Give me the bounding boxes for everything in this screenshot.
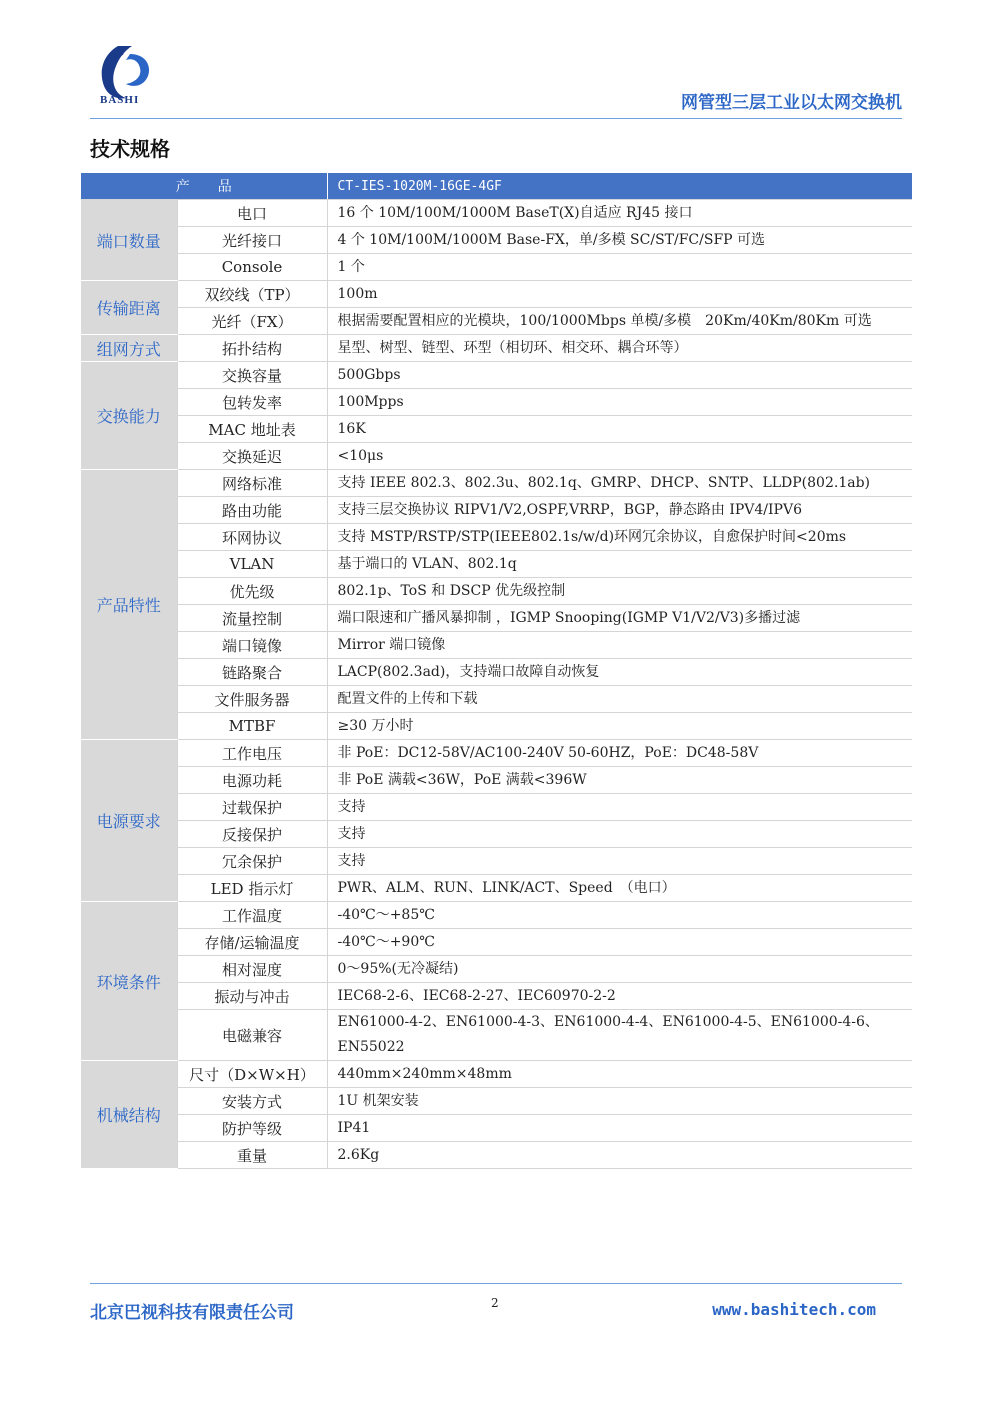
spec-value: 支持 IEEE 802.3、802.3u、802.1q、GMRP、DHCP、SNTP、LLDP(802.1ab) — [327, 470, 912, 497]
category-cell: 电源要求 — [81, 740, 177, 902]
spec-value: PWR、ALM、RUN、LINK/ACT、Speed （电口） — [327, 875, 912, 902]
spec-value: <10μs — [327, 443, 912, 470]
spec-value: 16K — [327, 416, 912, 443]
category-cell: 端口数量 — [81, 200, 177, 281]
document-title: 网管型三层工业以太网交换机 — [681, 93, 902, 113]
spec-value: -40℃～+85℃ — [327, 902, 912, 929]
spec-value: -40℃～+90℃ — [327, 929, 912, 956]
table-row — [81, 389, 912, 416]
logo-text: BASHI — [100, 94, 140, 106]
table-row — [81, 848, 912, 875]
table-row — [81, 713, 912, 740]
category-cell: 组网方式 — [81, 335, 177, 362]
table-row — [81, 1088, 912, 1115]
spec-label: 交换延迟 — [177, 443, 327, 470]
spec-value: LACP(802.3ad)，支持端口故障自动恢复 — [327, 659, 912, 686]
spec-label: 电磁兼容 — [177, 1010, 327, 1061]
table-header-row — [81, 173, 912, 200]
table-row — [81, 929, 912, 956]
table-row — [81, 767, 912, 794]
spec-value: ≥30 万小时 — [327, 713, 912, 740]
table-row — [81, 362, 912, 389]
category-cell: 产品特性 — [81, 470, 177, 740]
table-row — [81, 254, 912, 281]
spec-label: 光纤（FX） — [177, 308, 327, 335]
spec-label: 流量控制 — [177, 605, 327, 632]
spec-label: 优先级 — [177, 578, 327, 605]
table-row — [81, 524, 912, 551]
spec-value: 1 个 — [327, 254, 912, 281]
header-divider — [90, 118, 902, 119]
table-row — [81, 551, 912, 578]
product-model: CT-IES-1020M-16GE-4GF — [327, 173, 912, 200]
website-url: www.bashitech.com — [712, 1300, 876, 1319]
table-row — [81, 632, 912, 659]
spec-label: 尺寸（D×W×H） — [177, 1061, 327, 1088]
table-row — [81, 443, 912, 470]
spec-label: 端口镜像 — [177, 632, 327, 659]
spec-value: 500Gbps — [327, 362, 912, 389]
table-row — [81, 1061, 912, 1088]
table-row — [81, 281, 912, 308]
table-row — [81, 497, 912, 524]
spec-value: 端口限速和广播风暴抑制 ，IGMP Snooping(IGMP V1/V2/V3)多播过滤 — [327, 605, 912, 632]
table-row — [81, 1142, 912, 1169]
spec-value: EN61000-4-2、EN61000-4-3、EN61000-4-4、EN61000-4-5、EN61000-4-6、EN55022 — [327, 1010, 912, 1061]
spec-value: 802.1p、ToS 和 DSCP 优先级控制 — [327, 578, 912, 605]
spec-label: 电口 — [177, 200, 327, 227]
spec-value: 支持三层交换协议 RIPV1/V2,OSPF,VRRP，BGP，静态路由 IPV4/IPV6 — [327, 497, 912, 524]
table-row — [81, 659, 912, 686]
spec-label: 存储/运输温度 — [177, 929, 327, 956]
table-row — [81, 200, 912, 227]
table-row — [81, 1115, 912, 1142]
section-title: 技术规格 — [90, 137, 170, 161]
spec-value: 非 PoE 满载<36W，PoE 满载<396W — [327, 767, 912, 794]
table-row — [81, 686, 912, 713]
spec-value: IP41 — [327, 1115, 912, 1142]
spec-value: 支持 MSTP/RSTP/STP(IEEE802.1s/w/d)环网冗余协议，自愈保护时间<20ms — [327, 524, 912, 551]
table-row — [81, 1010, 912, 1061]
spec-value: 16 个 10M/100M/1000M BaseT(X)自适应 RJ45 接口 — [327, 200, 912, 227]
spec-label: 交换容量 — [177, 362, 327, 389]
spec-value: 1U 机架安装 — [327, 1088, 912, 1115]
spec-label: 路由功能 — [177, 497, 327, 524]
spec-label: 冗余保护 — [177, 848, 327, 875]
category-cell: 交换能力 — [81, 362, 177, 470]
table-row — [81, 821, 912, 848]
table-row — [81, 416, 912, 443]
spec-value: 2.6Kg — [327, 1142, 912, 1169]
spec-value: 支持 — [327, 821, 912, 848]
spec-label: LED 指示灯 — [177, 875, 327, 902]
spec-value: IEC68-2-6、IEC68-2-27、IEC60970-2-2 — [327, 983, 912, 1010]
table-row — [81, 875, 912, 902]
table-row — [81, 227, 912, 254]
spec-value: 星型、树型、链型、环型（相切环、相交环、耦合环等） — [327, 335, 912, 362]
spec-value: 440mm×240mm×48mm — [327, 1061, 912, 1088]
spec-table — [81, 173, 912, 1169]
spec-label: 光纤接口 — [177, 227, 327, 254]
spec-value: 4 个 10M/100M/1000M Base-FX，单/多模 SC/ST/FC/SFP 可选 — [327, 227, 912, 254]
table-row — [81, 308, 912, 335]
table-row — [81, 335, 912, 362]
footer-divider — [90, 1283, 902, 1284]
category-cell: 传输距离 — [81, 281, 177, 335]
category-cell: 环境条件 — [81, 902, 177, 1061]
spec-label: 工作电压 — [177, 740, 327, 767]
spec-value: 根据需要配置相应的光模块，100/1000Mbps 单模/多模 20Km/40Km/80Km 可选 — [327, 308, 912, 335]
table-row — [81, 470, 912, 497]
spec-label: 网络标准 — [177, 470, 327, 497]
spec-label: 反接保护 — [177, 821, 327, 848]
spec-label: 链路聚合 — [177, 659, 327, 686]
spec-label: 包转发率 — [177, 389, 327, 416]
spec-value: Mirror 端口镜像 — [327, 632, 912, 659]
spec-value: 支持 — [327, 794, 912, 821]
spec-label: 双绞线（TP） — [177, 281, 327, 308]
spec-value: 基于端口的 VLAN、802.1q — [327, 551, 912, 578]
product-label: 产 品 — [81, 173, 327, 200]
spec-value: 100Mpps — [327, 389, 912, 416]
spec-label: 工作温度 — [177, 902, 327, 929]
spec-value: 支持 — [327, 848, 912, 875]
spec-label: 重量 — [177, 1142, 327, 1169]
table-row — [81, 983, 912, 1010]
spec-label: 安装方式 — [177, 1088, 327, 1115]
spec-label: 文件服务器 — [177, 686, 327, 713]
table-row — [81, 740, 912, 767]
table-row — [81, 956, 912, 983]
table-row — [81, 794, 912, 821]
company-name: 北京巴视科技有限责任公司 — [90, 1303, 294, 1323]
spec-label: 电源功耗 — [177, 767, 327, 794]
table-row — [81, 605, 912, 632]
spec-label: MAC 地址表 — [177, 416, 327, 443]
spec-value: 非 PoE：DC12-58V/AC100-240V 50-60HZ，PoE：DC48-58V — [327, 740, 912, 767]
spec-label: 振动与冲击 — [177, 983, 327, 1010]
spec-label: VLAN — [177, 551, 327, 578]
spec-label: 拓扑结构 — [177, 335, 327, 362]
spec-value: 配置文件的上传和下载 — [327, 686, 912, 713]
spec-label: MTBF — [177, 713, 327, 740]
table-row — [81, 902, 912, 929]
table-row — [81, 578, 912, 605]
spec-label: 过载保护 — [177, 794, 327, 821]
spec-value: 0～95%(无冷凝结) — [327, 956, 912, 983]
spec-label: 相对湿度 — [177, 956, 327, 983]
spec-label: Console — [177, 254, 327, 281]
spec-value: 100m — [327, 281, 912, 308]
spec-label: 环网协议 — [177, 524, 327, 551]
spec-label: 防护等级 — [177, 1115, 327, 1142]
page-number: 2 — [491, 1296, 499, 1310]
category-cell: 机械结构 — [81, 1061, 177, 1169]
